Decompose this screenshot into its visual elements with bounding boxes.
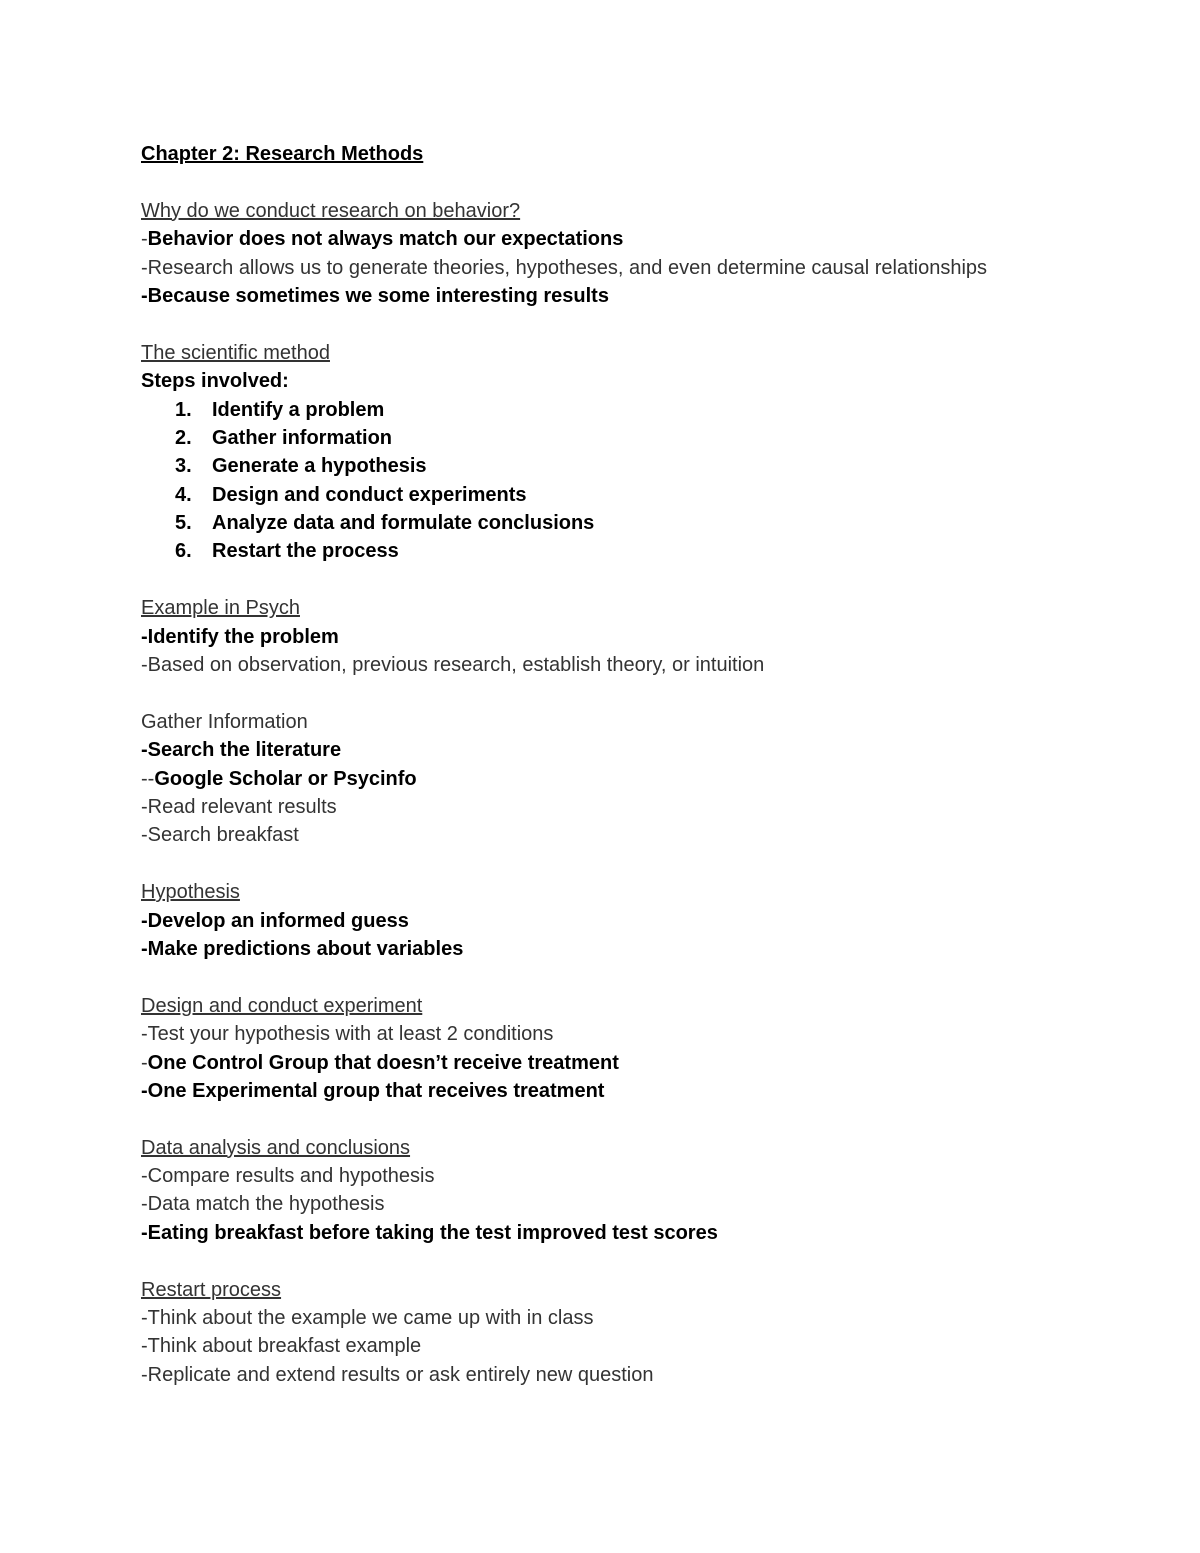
why-line-2: -Research allows us to generate theories, hypotheses, and even determine causal relationships [141,256,988,279]
spacer [141,1247,1141,1275]
section-heading-example: Example in Psych [141,597,300,620]
document-title: Chapter 2: Research Methods [141,143,424,165]
hypothesis-line-2: -Make predictions about variables [141,937,464,960]
step-item [141,537,1141,565]
step-text: Design and conduct experiments [212,483,527,506]
example-line-2: -Based on observation, previous research, establish theory, or intuition [141,654,765,677]
design-line-1: -Test your hypothesis with at least 2 conditions [141,1023,554,1046]
steps-list [141,396,1141,566]
section-heading-gather: Gather Information [141,710,308,733]
gather-line-2-dash: -- [141,767,155,790]
example-line-1: -Identify the problem [141,625,339,648]
step-text: Generate a hypothesis [212,455,427,478]
section-heading-scientific-method: The scientific method [141,341,330,364]
why-line-1-text: Behavior does not always match our expectations [147,228,624,251]
gather-line-3: -Read relevant results [141,795,337,818]
analysis-line-3: -Eating breakfast before taking the test improved test scores [141,1221,718,1244]
section-heading-design: Design and conduct experiment [141,994,423,1017]
step-number: 3. [175,455,192,478]
spacer [141,566,1141,594]
step-item [141,509,1141,537]
design-line-2-text: One Control Group that doesn’t receive treatment [147,1051,619,1074]
step-text: Restart the process [212,540,399,563]
spacer [141,963,1141,991]
gather-line-2-text: Google Scholar or Psycinfo [154,767,417,790]
why-line-1 [141,225,1141,253]
restart-line-2: -Think about breakfast example [141,1335,422,1358]
section-heading-hypothesis: Hypothesis [141,881,240,904]
step-number: 6. [175,540,192,563]
design-line-2-dash: - [141,1051,148,1074]
analysis-line-2: -Data match the hypothesis [141,1193,385,1216]
why-line-3: -Because sometimes we some interesting results [141,284,609,307]
step-number: 5. [175,512,192,535]
spacer [141,850,1141,878]
design-line-3: -One Experimental group that receives treatment [141,1079,605,1102]
step-item [141,452,1141,480]
gather-line-1: -Search the literature [141,739,342,762]
step-text: Analyze data and formulate conclusions [212,512,595,535]
steps-subheading: Steps involved: [141,370,289,393]
spacer [141,310,1141,338]
step-number: 4. [175,483,192,506]
spacer [141,168,1141,196]
section-heading-analysis: Data analysis and conclusions [141,1136,411,1159]
step-number: 1. [175,398,192,421]
section-heading-restart: Restart process [141,1278,282,1301]
document-page [141,140,1141,1389]
spacer [141,679,1141,707]
gather-line-4: -Search breakfast [141,824,299,847]
section-heading-why: Why do we conduct research on behavior? [141,199,521,222]
step-item [141,424,1141,452]
gather-line-2 [141,765,1141,793]
design-line-2 [141,1049,1141,1077]
step-item [141,481,1141,509]
spacer [141,1105,1141,1133]
hypothesis-line-1: -Develop an informed guess [141,909,409,932]
step-item [141,396,1141,424]
analysis-line-1: -Compare results and hypothesis [141,1165,435,1188]
restart-line-1: -Think about the example we came up with in class [141,1307,594,1330]
step-text: Gather information [212,426,393,449]
step-number: 2. [175,426,192,449]
restart-line-3: -Replicate and extend results or ask entirely new question [141,1363,654,1386]
step-text: Identify a problem [212,398,385,421]
why-line-1-dash: - [141,228,148,251]
